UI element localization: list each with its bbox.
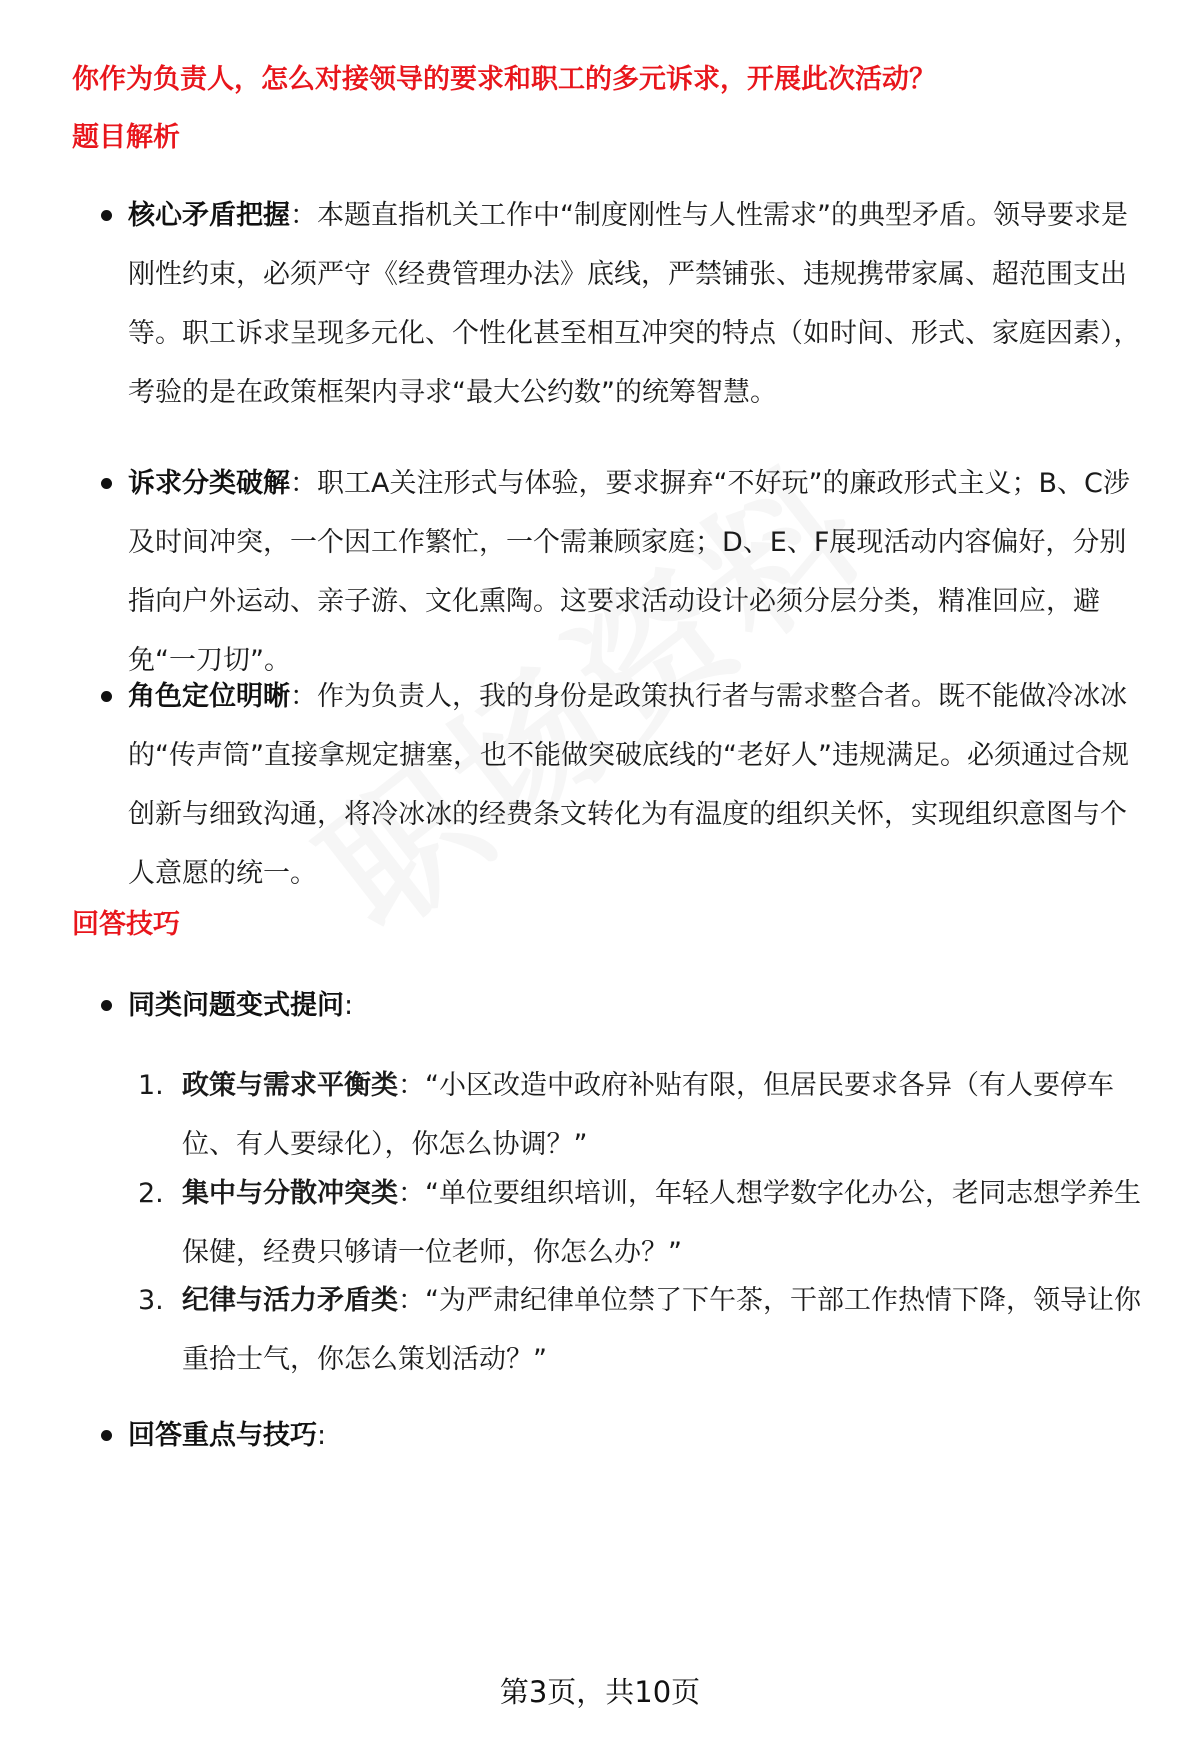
item-label: 纪律与活力矛盾类 (182, 1285, 398, 1316)
bullet-text: ：作为负责人，我的身份是政策执行者与需求整合者。既不能做冷冰冰的“传声筒”直接拿规定搪塞，也不能做突破底线的“老好人”违规满足。必须通过合规创新与细致沟通，将冷冰冰的经费条文转化为有温度的组织关怀，实现组织意图与个人意愿的统一。 (128, 681, 1129, 889)
bullet-demand-classification (128, 454, 1148, 690)
bullet-text: : (344, 990, 354, 1021)
section-heading-techniques: 回答技巧 (72, 909, 180, 940)
item-number: 1. (138, 1070, 164, 1101)
numbered-item-2 (138, 1164, 1142, 1282)
item-text: ：“为严肃纪律单位禁了下午茶，干部工作热情下降，领导让你重拾士气，你怎么策划活动？” (182, 1285, 1141, 1375)
bullet-answer-focus (128, 1406, 1148, 1465)
item-label: 集中与分散冲突类 (182, 1178, 398, 1209)
question-title: 你作为负责人，怎么对接领导的要求和职工的多元诉求，开展此次活动？ (72, 64, 936, 95)
bullet-label: 回答重点与技巧 (128, 1420, 317, 1451)
item-label: 政策与需求平衡类 (182, 1070, 398, 1101)
item-text: ：“单位要组织培训，年轻人想学数字化办公，老同志想学养生保健，经费只够请一位老师，你怎么办？” (182, 1178, 1141, 1268)
bullet-label: 诉求分类破解 (128, 468, 290, 499)
numbered-item-3 (138, 1271, 1142, 1389)
bullet-role-positioning (128, 667, 1148, 903)
section-heading-analysis: 题目解析 (72, 122, 180, 153)
item-number: 2. (138, 1178, 164, 1209)
item-number: 3. (138, 1285, 164, 1316)
bullet-core-conflict (128, 186, 1148, 422)
bullet-text: ：职工A关注形式与体验，要求摒弃“不好玩”的廉政形式主义；B、C涉及时间冲突，一个因工作繁忙，一个需兼顾家庭；D、E、F展现活动内容偏好，分别指向户外运动、亲子游、文化熏陶。这要求活动设计必须分层分类，精准回应，避免“一刀切”。 (128, 468, 1130, 676)
bullet-label: 角色定位明晰 (128, 681, 290, 712)
item-text: ：“小区改造中政府补贴有限，但居民要求各异（有人要停车位、有人要绿化），你怎么协调？” (182, 1070, 1114, 1160)
bullet-label: 核心矛盾把握 (128, 200, 290, 231)
bullet-label: 同类问题变式提问 (128, 990, 344, 1021)
numbered-item-1 (138, 1056, 1142, 1174)
bullet-variant-questions (128, 976, 1148, 1035)
bullet-text: ：本题直指机关工作中“制度刚性与人性需求”的典型矛盾。领导要求是刚性约束，必须严守《经费管理办法》底线，严禁铺张、违规携带家属、超范围支出等。职工诉求呈现多元化、个性化甚至相互冲突的特点（如时间、形式、家庭因素），考验的是在政策框架内寻求“最大公约数”的统筹智慧。 (128, 200, 1141, 408)
page-footer: 第3页，共10页 (499, 1675, 701, 1709)
bullet-text: : (317, 1420, 327, 1451)
